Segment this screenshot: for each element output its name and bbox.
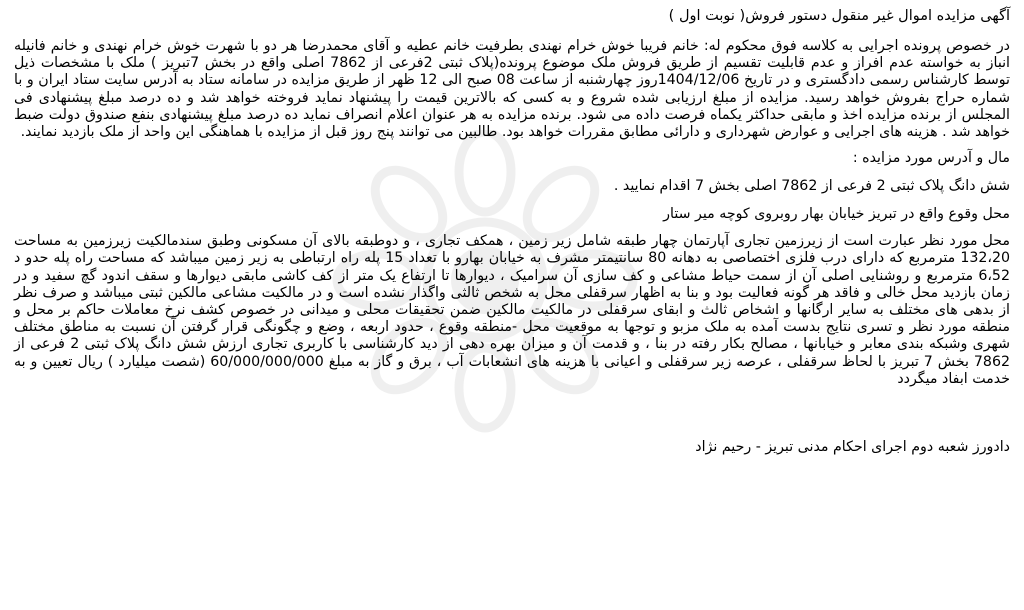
notice-signature: دادورز شعبه دوم اجرای احکام مدنی تبریز - رحیم نژاد xyxy=(695,439,1010,456)
property-location: محل وقوع واقع در تبریز خیابان بهار روبروی کوچه میر ستار xyxy=(663,206,1010,223)
property-heading: مال و آدرس مورد مزایده : xyxy=(852,150,1010,167)
property-description-paragraph: محل مورد نظر عبارت است از زیرزمین تجاری آپارتمان چهار طبقه شامل زیر زمین ، همکف تجاری ، و دوطبقه بالای آن مسکونی وطبق سندمالکیت زیرزمین به مساحت 132،20 مترمربع که دارای درب فلزی اختصاصی به دهانه 80 سانتیمتر مشرف به خیابان بهارو با تعداد 15 پله راه ارتباطی به زیر زمین میباشد که مساحت راه پله حدو د 6،52 مترمربع و روشنایی اصلی آن از سمت حیاط مشاعی و کف سازی آن سرامیک ، دیوارها تا ارتفاع یک متر از کف کاشی مابقی دیوارها و سقف اندود گچ سفید و در زمان بازدید محل خالی و فاقد هر گونه فعالیت بود و بنا به اظهار سرقفلی محل به شخص ثالثی واگذار نشده است و در مالکیت مشاعی مالکین ثبتی میباشد و صرف نظر از بدهی های مختلف به سایر ارگانها و اشخاص ثالث و ابقای سرقفلی در مالکیت مالکین ضمن تحقیقات محلی و میدانی در خصوص کشف نرخ معاملات حاکم بر محل و منطقه مورد نظر و تسری نتایج بدست آمده به ملک مزبو و توجها به موقعیت محل -منطقه وقوع ، حدود اربعه ، وضع و چگونگی قرار گرفتن آن نسبت به مناطق مختلف شهری وشبکه بندی معابر و خیابانها ، مصالح بکار رفته در بنا ، و قدمت آن و میزان بهره دهی از دید کارشناسی با کاربری تجاری ارزش شش دانگ پلاک ثبتی 2 فرعی از 7862 بخش 7 تبریز با لحاظ سرقفلی ، عرصه زیر سرقفلی و اعیانی با هزینه های انشعابات آب ، برق و گاز به مبلغ 60/000/000/000 (شصت میلیارد ) ریال تعیین و به خدمت ابفاد میگردد xyxy=(14,233,1011,387)
notice-intro-paragraph: در خصوص پرونده اجرایی به کلاسه فوق محکوم له: خانم فریبا خوش خرام نهندی بطرفیت خانم عطیه و آقای محمدرضا هر دو با شهرت خوش خرام نهندی و خانم فانیله انباز به خواسته عدم افراز و عدم قابلیت تقسیم از طریق فروش ملک موضوع پرونده(پلاک ثبتی 2فرعی از 7862 اصلی واقع در بخش 7تبریز ) ملک با مشخصات ذیل توسط کارشناس رسمی دادگستری و در تاریخ 1404/12/06روز چهارشنبه از ساعت 08 صبح الی 12 ظهر از طریق مزایده در سامانه ستاد به آدرس سایت ستاد ایران و با شماره حراج بفروش خواهد رسید. مزایده از مبلغ ارزیابی شده شروع و به کسی که بالاترین قیمت را پیشنهاد نماید فروخته خواهد شد و ده درصد مبلغ پیشنهادی فی المجلس از برنده مزایده اخذ و مابقی حداکثر یکماه فرصت داده می شود. برنده مزایده به هر عنوان اعلام انصراف نماید ده درصد مبلغ پیشنهادی بنفع صندوق دولت ضبط خواهد شد . هزینه های اجرایی و عوارض شهرداری و دارائی مطابق مقررات خواهد بود. طالبین می توانند پنج روز قبل از مزایده با هماهنگی این واحد از ملک بازدید نمایند. xyxy=(14,38,1010,141)
spacer xyxy=(14,396,1010,438)
notice-title: آگهی مزایده اموال غیر منقول دستور فروش( نوبت اول ) xyxy=(668,8,1010,24)
property-share: شش دانگ پلاک ثبتی 2 فرعی از 7862 اصلی بخش 7 اقدام نمایید . xyxy=(613,178,1010,195)
